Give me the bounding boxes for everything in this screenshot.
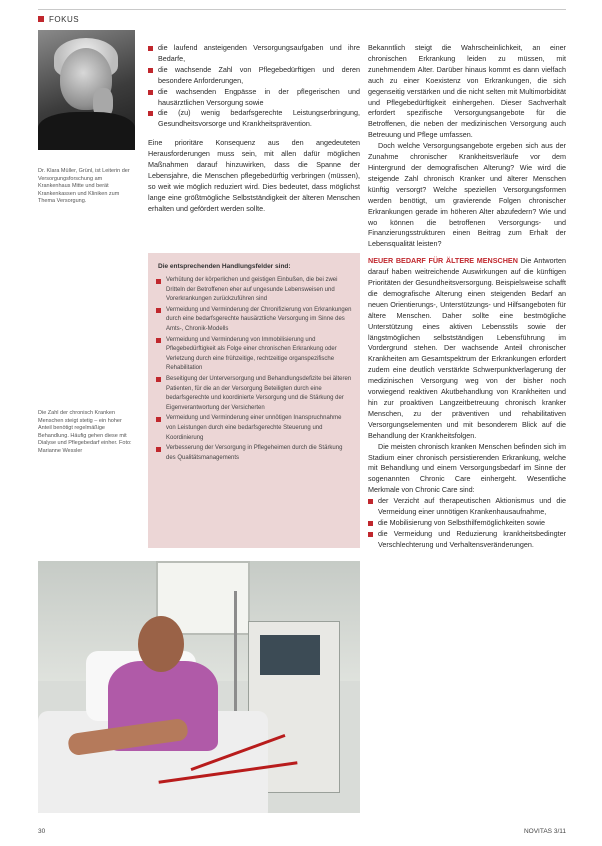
left-column xyxy=(38,30,135,150)
box-title: Die entsprechenden Handlungsfelder sind: xyxy=(158,263,291,270)
list-item: Verhütung der körperlichen und geistigen Einbußen, die bei zwei Dritteln der Betroffenen eher auf ungesunde Lebensweisen und Vorerkrankungen zurückzuführen sind xyxy=(156,276,352,305)
body-paragraph: Die meisten chronisch kranken Menschen befinden sich im Stadium einer chronisch persistierenden Erkrankung, welche mit Behandlung und einem Versorgungsbedarf im Sinne der sogenannten Chronic Care einhergeht. Wesentliche Merkmale von Chronic Care sind: xyxy=(368,441,566,495)
portrait-photo xyxy=(38,30,135,150)
list-item: Vermeidung und Verminderung einer unnötigen Inanspruchnahme von Leistungen durch eine bedarfsgerechte Steuerung und Koordinierung xyxy=(156,414,352,443)
portrait-caption: Dr. Klara Müller, Grünl, ist Leiterin der Versorgungsforschung am Krankenhaus Mitte und berät Krankenkassen und Kliniken zum Thema Versorgung. xyxy=(38,168,130,204)
action-fields-list xyxy=(156,276,352,463)
list-item: die Mobilisierung von Selbsthilfemöglichkeiten sowie xyxy=(368,518,566,529)
list-item: Beseitigung der Unterversorgung und Behandlungsdefizite bei älteren Patienten, für die an der Versorgung Beteiligten durch eine bedarfsgerechte und koordinierte Versorgung und die Stärkung der Eigenverantwortung der Versicherten xyxy=(156,375,352,413)
photo-caption: Die Zahl der chronisch Kranken Menschen steigt stetig – ein hoher Anteil benötigt regelmäßige Behandlung. Häufig gehen diese mit Dialyse und Pflegebedarf einher. Foto: Marianne Wessler xyxy=(38,410,132,454)
list-item: die (zu) wenig bedarfsgerechte Leistungserbringung, Gesundheitsvorsorge und Krankheitsprävention. xyxy=(148,108,360,130)
body-paragraph: Bekanntlich steigt die Wahrscheinlichkeit, an einer chronischen Erkrankung leiden zu müssen, mit zunehmendem Alter. Darüber hinaus kommt es dann vielfach auch zu einer Koexistenz von Erkrankungen, die sich gegenseitig verstärken und die nicht selten mit Multimorbidität und Pflegebedürftigkeit einhergehen. Dieser Sachverhalt erfordert spezifische Versorgungsangebote für die Betroffenen, die neben der medizinischen Versorgung auch Betreuung und Pflege umfassen. xyxy=(368,43,566,140)
list-item: die wachsende Zahl von Pflegebedürftigen und deren besondere Anforderungen, xyxy=(148,65,360,87)
section-marker-icon xyxy=(38,16,44,22)
body-paragraph: Eine prioritäre Konsequenz aus den angedeuteten Herausforderungen muss sein, mit allen dafür möglichen Maßnahmen darauf hinzuwirken, dass die Spanne der Lebensjahre, die Menschen pflegebedürftig verbringen (müssen), so weit wie möglich reduziert wird. Dies bedeutet, dass möglichst lange eine größtmögliche Selbstständigkeit der älteren Menschen erhalten und gefördert werden sollte. xyxy=(148,138,360,213)
intro-bullet-list xyxy=(148,43,360,130)
action-fields-box xyxy=(148,253,360,548)
body-paragraph: Doch welche Versorgungsangebote ergeben sich aus der Zunahme chronischer Krankheitsverläufe vor dem Hintergrund der demografischen Alterung? Wie wird die steigende Zahl chronisch Kranker und älterer Menschen künftig versorgt? Welche speziellen Versorgungsformen werden benötigt, um gravierende Folgen chronischer Erkrankungen gerade im höheren Alter abzufedern? Wie und wo können die betroffenen Versorgungs- und Finanzierungsstrukturen einen Beitrag zum Erhalt der Lebensqualität leisten? xyxy=(368,141,566,249)
list-item: die wachsenden Engpässe in der pflegerischen und hausärztlichen Versorgung sowie xyxy=(148,87,360,109)
dialysis-photo xyxy=(38,561,360,813)
list-item: Verbesserung der Versorgung in Pflegeheimen durch die Stärkung des Qualitätsmanagements xyxy=(156,444,352,463)
body-text: Die Antworten darauf haben weitreichende Auswirkungen auf die künftigen Prioritäten der Gesundheitsversorgung. Beispielsweise schafft die demografische Alterung einen steigenden Bedarf an neuen Orientierungs-, Unterstützungs- und Hilfsangeboten für ältere Menschen. Daher sollte eine bestmögliche Unterstützung eines aktiven Lebensstils sowie der längstmöglichen selbstständigen Lebensführung im Vordergrund stehen. Der wachsende Anteil chronischer Krankheiten am Gesamtspektrum der Erkrankungen erfordert zudem eine deutlich verstärkte Schwerpunktverlagerung der medizinischen Versorgung weg von der bisher noch vorwiegend reaktiven Akutbehandlung von Krankheiten und hin zur proaktiven Langzeitbetreuung chronisch kranker Menschen, zu der präventiven und rehabilitativen Versorgungselementen und mit besonderem Blick auf die Behandlung der Krankheitsfolgen. xyxy=(368,256,566,440)
section-label-text: FOKUS xyxy=(49,15,80,24)
page-number: 30 xyxy=(38,828,46,835)
list-item: Vermeidung und Verminderung der Chronifizierung von Erkrankungen durch eine bedarfsgerechte hausärztliche Versorgung im Sinne des Amts-, Chronik-Modells xyxy=(156,306,352,335)
list-item: Vermeidung und Verminderung von Immobilisierung und Pflegebedürftigkeit als Folge einer chronischen Erkrankung oder Verletzung durch eine frühzeitige, rechtzeitige organspezifische Rehabilitation xyxy=(156,336,352,374)
list-item: die laufend ansteigenden Versorgungsaufgaben und ihre Bedarfe, xyxy=(148,43,360,65)
middle-column xyxy=(148,43,360,215)
list-item: die Vermeidung und Reduzierung krankheitsbedingter Verschlechterung und Verhaltensveränderungen. xyxy=(368,529,566,551)
right-column xyxy=(368,43,566,551)
list-item: der Verzicht auf therapeutischen Aktionismus und die Vermeidung einer unnötigen Krankenhausaufnahme, xyxy=(368,496,566,518)
subheading: NEUER BEDARF FÜR ÄLTERE MENSCHEN xyxy=(368,256,518,266)
magazine-issue: NOVITAS 3/11 xyxy=(523,828,566,835)
section-label xyxy=(38,15,79,24)
subheading-paragraph xyxy=(368,256,566,441)
top-rule xyxy=(38,9,566,10)
chronic-care-list xyxy=(368,496,566,551)
